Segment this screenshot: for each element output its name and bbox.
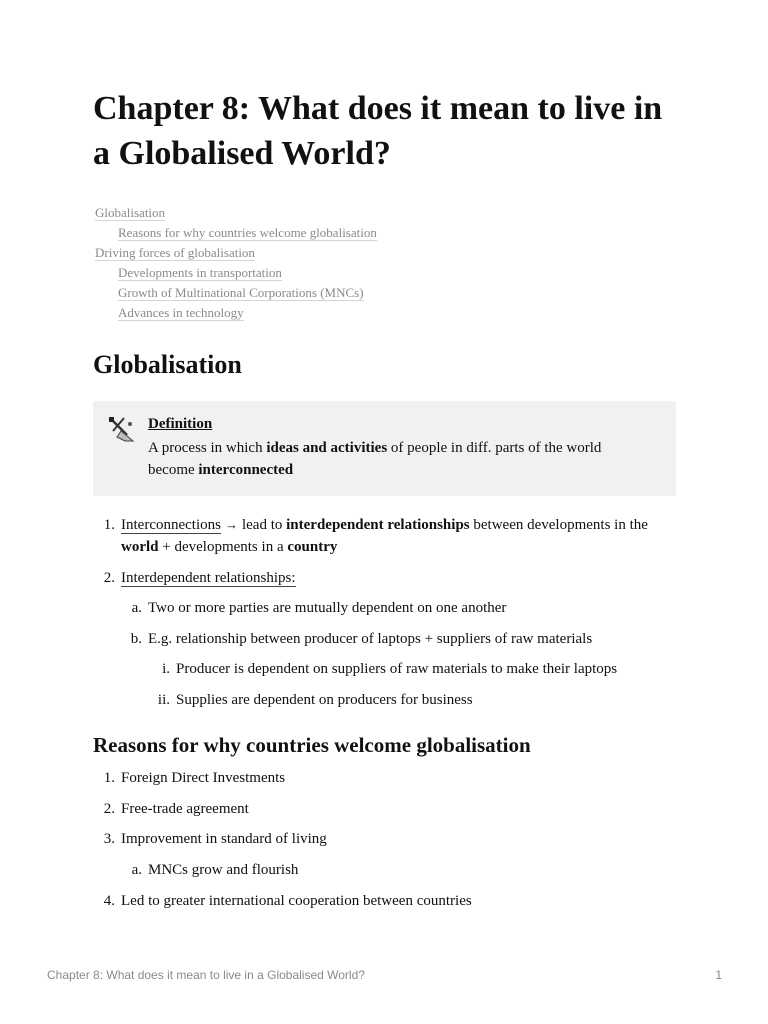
arrow-right-icon: → — [224, 517, 238, 532]
toc-link[interactable]: Globalisation — [95, 205, 166, 220]
toc-link[interactable]: Developments in transportation — [118, 265, 282, 280]
list-bold: country — [287, 539, 338, 555]
toc-item-globalisation[interactable] — [95, 203, 377, 223]
toc-item-transportation[interactable] — [95, 263, 377, 283]
list-marker: 2. — [103, 801, 115, 817]
list-marker: ii. — [157, 692, 170, 708]
definition-callout — [93, 401, 676, 496]
list-marker: i. — [162, 661, 170, 677]
list-item — [93, 658, 676, 680]
callout-title: Definition — [148, 416, 213, 432]
callout-bold: ideas and activities — [266, 440, 388, 456]
list-marker: 1. — [103, 517, 115, 533]
list-item — [93, 597, 676, 619]
list-item — [93, 689, 676, 711]
list-item — [93, 628, 676, 650]
list-item — [93, 828, 327, 850]
list-text: E.g. relationship between producer of laptops + suppliers of raw materials — [148, 631, 593, 647]
list-item — [93, 859, 298, 881]
list-text: + developments in a — [158, 539, 288, 555]
list-marker: a. — [131, 600, 142, 616]
section-heading-globalisation: Globalisation — [93, 350, 242, 379]
list-item — [93, 890, 472, 912]
list-text: Free-trade agreement — [121, 801, 249, 817]
list-marker: 2. — [103, 570, 115, 586]
pen-tool-icon — [107, 415, 137, 445]
list-text: Foreign Direct Investments — [121, 770, 286, 786]
list-text: Producer is dependent on suppliers of raw materials to make their laptops — [176, 661, 618, 677]
list-text: Led to greater international cooperation between countries — [121, 893, 472, 909]
callout-text: A process in which — [148, 440, 267, 456]
list-item — [93, 767, 285, 789]
toc-link[interactable]: Reasons for why countries welcome globalisation — [118, 225, 377, 240]
callout-text: of people in diff. parts of the world become — [148, 440, 602, 478]
toc-link[interactable]: Growth of Multinational Corporations (MNCs) — [118, 285, 364, 300]
list-text: lead to — [241, 517, 287, 533]
list-marker: 3. — [103, 831, 115, 847]
list-marker: a. — [131, 862, 142, 878]
toc-link[interactable]: Advances in technology — [118, 305, 244, 320]
list-text: Supplies are dependent on producers for business — [176, 692, 473, 708]
list-bold: interdependent relationships — [286, 517, 470, 533]
list-item — [93, 567, 296, 589]
toc-item-reasons[interactable] — [95, 223, 377, 243]
list-text: between developments in the — [469, 517, 648, 533]
section-heading-reasons: Reasons for why countries welcome globalisation — [93, 733, 531, 757]
list-text: Improvement in standard of living — [121, 831, 327, 847]
toc-item-mncs[interactable] — [95, 283, 377, 303]
list-marker: b. — [130, 631, 142, 647]
toc-link[interactable]: Driving forces of globalisation — [95, 245, 255, 260]
page-number: 1 — [715, 968, 722, 982]
footer-title: Chapter 8: What does it mean to live in a Globalised World? — [47, 968, 365, 982]
list-marker: 4. — [103, 893, 115, 909]
page-title: Chapter 8: What does it mean to live in a Globalised World? — [93, 90, 663, 172]
toc-item-driving-forces[interactable] — [95, 243, 377, 263]
list-text: Two or more parties are mutually dependent on one another — [148, 600, 507, 616]
list-item — [93, 514, 676, 558]
list-text: MNCs grow and flourish — [148, 862, 299, 878]
interdependent-relationships-link[interactable]: Interdependent relationships: — [121, 570, 296, 586]
interconnections-link[interactable]: Interconnections — [121, 517, 221, 533]
list-marker: 1. — [103, 770, 115, 786]
callout-bold: interconnected — [198, 462, 294, 478]
page-footer — [47, 968, 722, 982]
table-of-contents — [95, 203, 377, 323]
list-item — [93, 798, 249, 820]
list-bold: world — [121, 539, 159, 555]
toc-item-technology[interactable] — [95, 303, 377, 323]
callout-body — [148, 437, 648, 481]
